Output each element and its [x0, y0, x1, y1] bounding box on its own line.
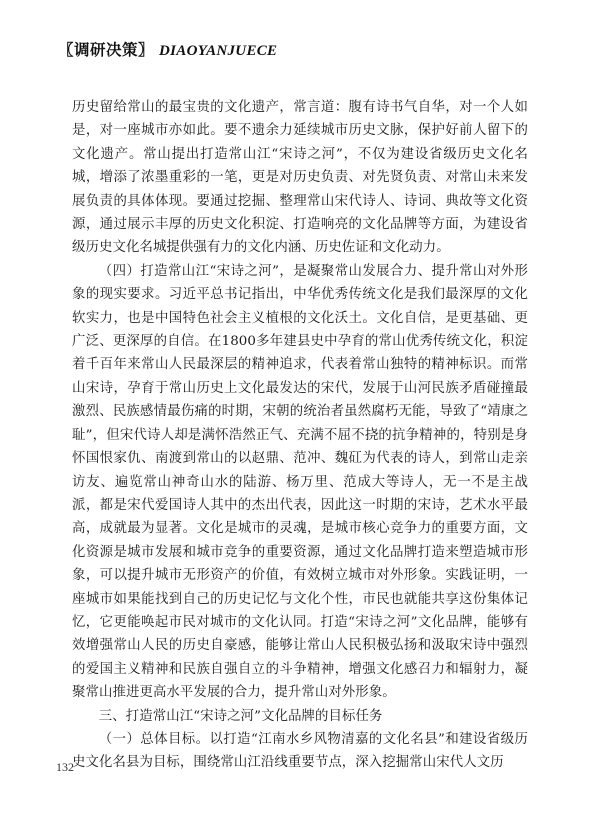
body-paragraph-4: （一）总体目标。以打造“江南水乡风物清嘉的文化名县”和建设省级历史文化名县为目标，围绕常山江沿线重要节点，深入挖掘常山宋代人文历	[72, 731, 528, 771]
body-heading-3: 三、打造常山江“宋诗之河”文化品牌的目标任务	[98, 708, 383, 724]
document-body	[72, 96, 528, 775]
body-paragraph-2: （四）打造常山江“宋诗之河”，是凝聚常山发展合力、提升常山对外形象的现实要求。习近平总书记指出，中华优秀传统文化是我们最深厚的文化软实力，也是中国特色社会主义植根的文化沃土。文化自信，是更基础、更广泛、更深厚的自信。在1800多年建县史中孕育的常山优秀传统文化，积淀着千百年来常山人民最深层的精神追求，代表着常山独特的精神标识。而常山宋诗，孕育于常山历史上文化最发达的宋代，发展于山河民族矛盾碰撞最激烈、民族感情最伤痛的时期，宋朝的统治者虽然腐朽无能，导致了“靖康之耻”，但宋代诗人却是满怀浩然正气、充满不屈不挠的抗争精神的，特别是身怀国恨家仇、南渡到常山的以赵鼎、范冲、魏矼为代表的诗人，到常山走亲访友、遍览常山神奇山水的陆游、杨万里、范成大等诗人，无一不是主战派，都是宋代爱国诗人其中的杰出代表，因此这一时期的宋诗，艺术水平最高，成就最为显著。文化是城市的灵魂，是城市核心竞争力的重要方面，文化资源是城市发展和城市竞争的重要资源，通过文化品牌打造来塑造城市形象，可以提升城市无形资产的价值，有效树立城市对外形象。实践证明，一座城市如果能找到自己的历史记忆与文化个性，市民也就能共享这份集体记忆，它更能唤起市民对城市的文化认同。打造“宋诗之河”文化品牌，能够有效增强常山人民的历史自豪感，能够让常山人民积极弘扬和汲取宋诗中强烈的爱国主义精神和民族自强自立的斗争精神，增强文化感召力和辐射力，凝聚常山推进更高水平发展的合力，提升常山对外形象。	[72, 263, 528, 701]
page-number: 132	[56, 760, 74, 774]
header-title-en: DIAOYANJUECE	[159, 43, 278, 59]
page-header	[58, 38, 538, 64]
header-title-cn: 〖调研决策〗	[58, 40, 155, 59]
body-paragraph-1: 历史留给常山的最宝贵的文化遗产，常言道：腹有诗书气自华，对一个人如是，对一座城市亦如此。要不遗余力延续城市历史文脉，保护好前人留下的文化遗产。常山提出打造常山江“宋诗之河”，不仅为建设省级历史文化名城，增添了浓墨重彩的一笔，更是对历史负责、对先贤负责、对常山未来发展负责的具体体现。要通过挖掘、整理常山宋代诗人、诗词、典故等文化资源，通过展示丰厚的历史文化积淀、打造响亮的文化品牌等方面，为建设省级历史文化名城提供强有力的文化内涵、历史佐证和文化动力。	[72, 100, 528, 256]
